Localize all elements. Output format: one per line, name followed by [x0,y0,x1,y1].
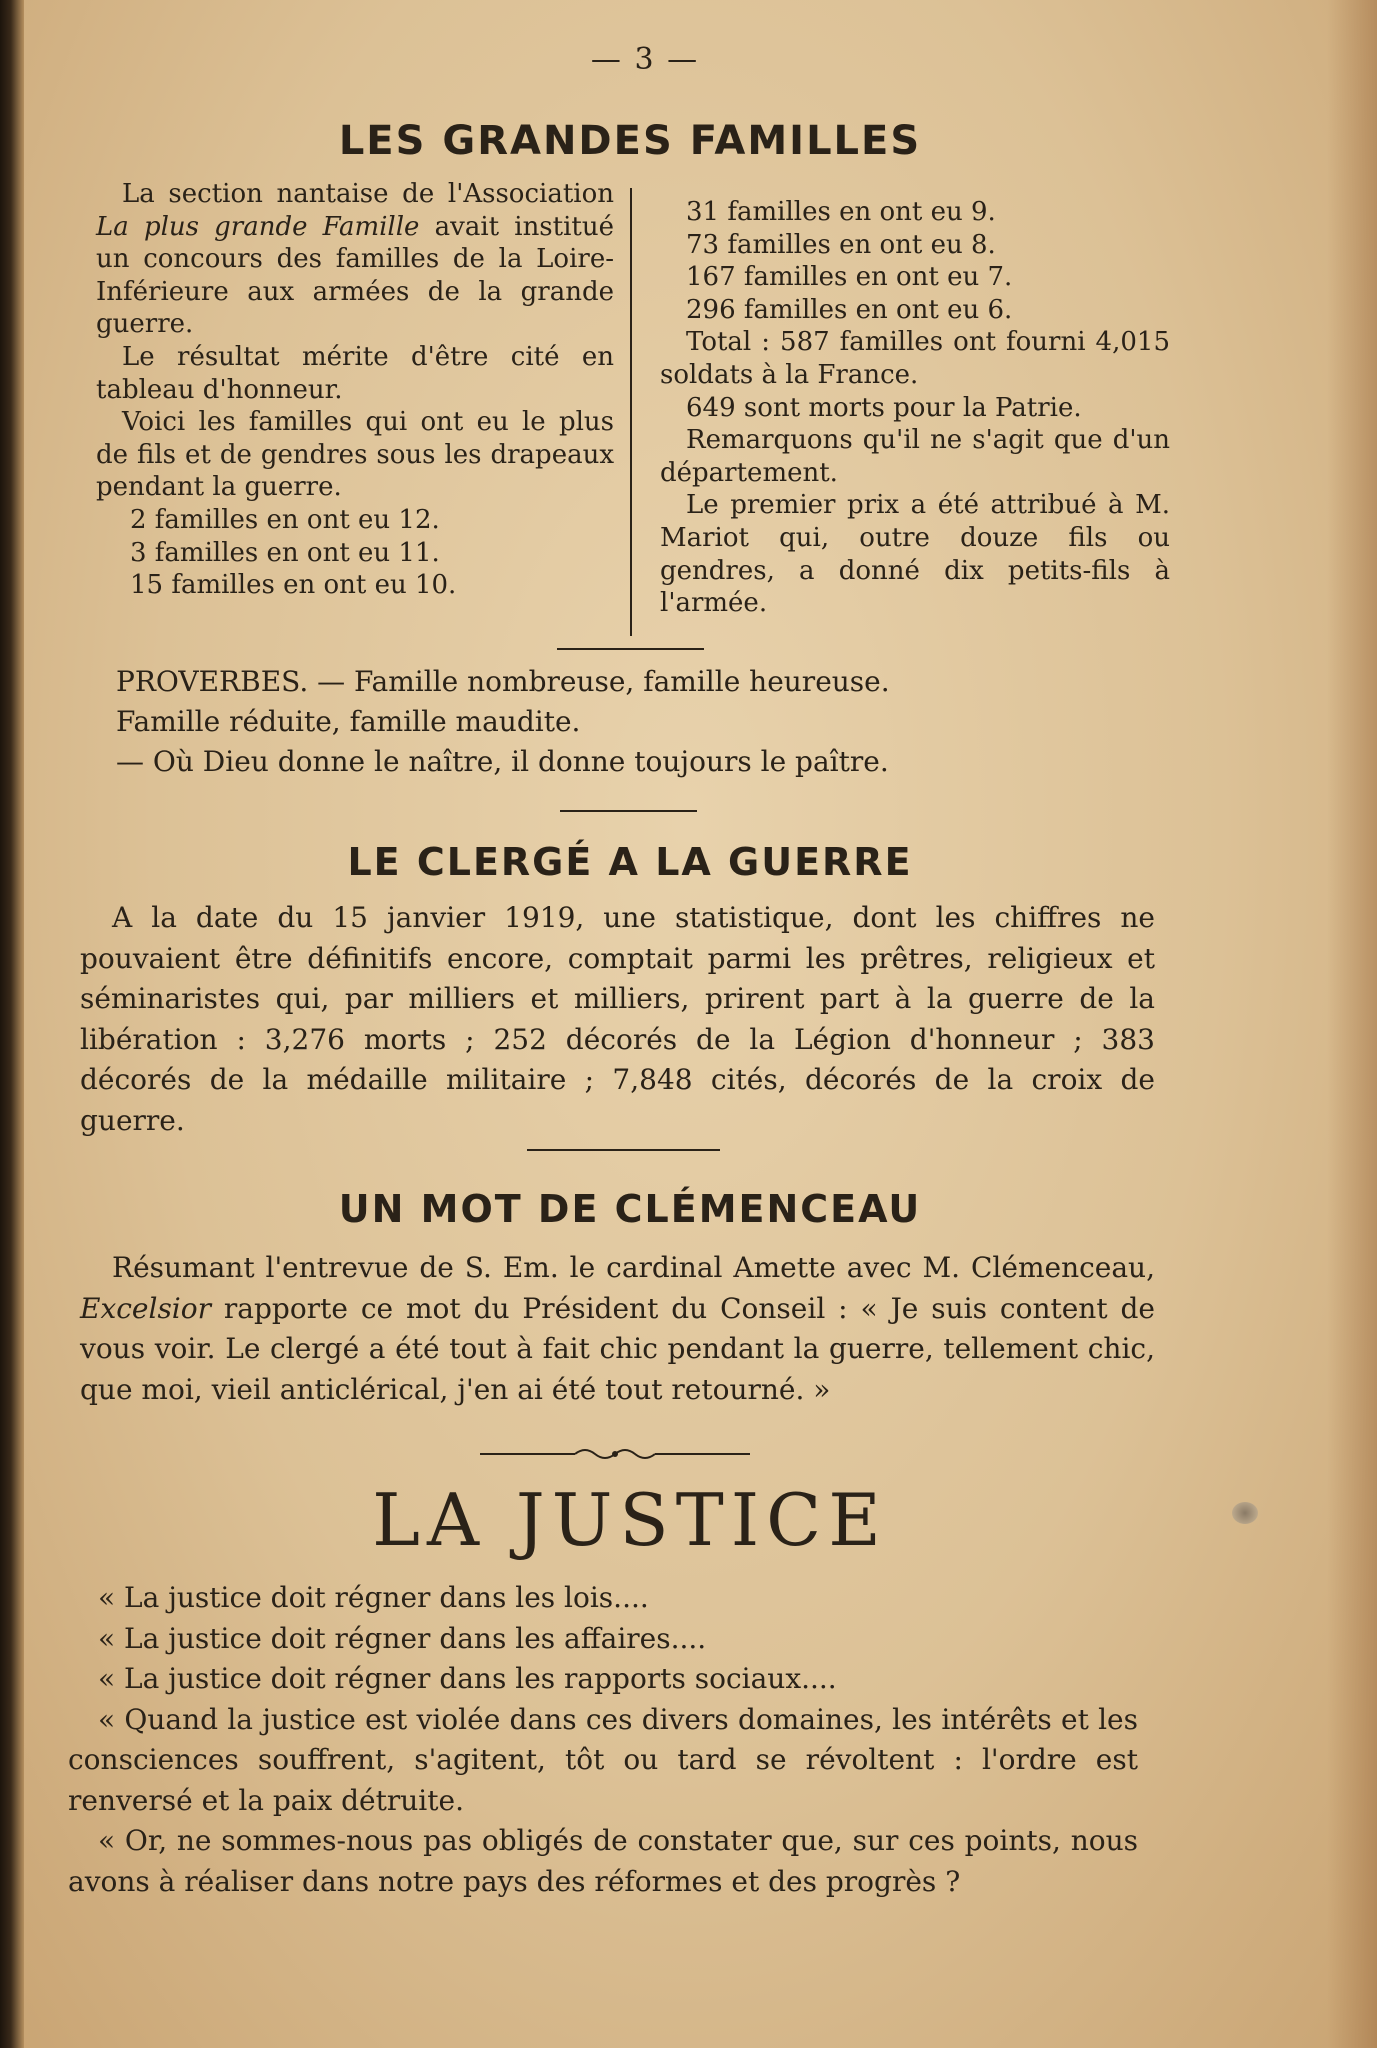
page-number: — 3 — [590,42,700,77]
proverbe-line: — Où Dieu donne le naître, il donne toujours le paître. [116,745,889,778]
familles-para-1: La section nantaise de l'Association La plus grande Famille avait institué un concours des familles de la Loire-Inférieure aux armées de la grande guerre. [96,179,614,340]
section-title-justice: LA JUSTICE [372,1478,888,1562]
section-title-grandes-familles: LES GRANDES FAMILLES [338,118,922,164]
section-divider [527,1149,720,1151]
familles-list-item: 3 familles en ont eu 11. [130,537,440,568]
justice-paragraph: « Or, ne sommes-nous pas obligés de constater que, sur ces points, nous avons à réaliser dans notre pays des réformes et des progrès ? [68,1824,1138,1898]
familles-para-3: Voici les familles qui ont eu le plus de fils et de gendres sous les drapeaux pendant la guerre. [96,407,614,503]
familles-morts: 649 sont morts pour la Patrie. [686,392,1082,423]
proverbe-line: PROVERBES. — Famille nombreuse, famille heureuse. [116,665,890,698]
section-title-clemenceau: UN MOT DE CLÉMENCEAU [338,1187,922,1231]
justice-line: « La justice doit régner dans les rapports sociaux.... [98,1662,837,1695]
familles-total: Total : 587 familles ont fourni 4,015 soldats à la France. [660,327,1170,390]
familles-right-column [660,196,1170,620]
familles-list-item: 2 familles en ont eu 12. [130,504,440,535]
proverbes-block [116,662,1016,782]
familles-prix: Le premier prix a été attribué à M. Mariot qui, outre douze fils ou gendres, a donné dix petits-fils à l'armée. [660,490,1170,619]
familles-remarque: Remarquons qu'il ne s'agit que d'un département. [660,425,1170,488]
familles-list-item: 31 familles en ont eu 9. [686,197,996,227]
justice-line: « La justice doit régner dans les affaires.... [98,1621,707,1655]
section-title-clerge: LE CLERGÉ A LA GUERRE [347,840,913,884]
section-divider [560,810,697,812]
justice-paragraph: « Quand la justice est violée dans ces divers domaines, les intérêts et les consciences souffrent, s'agitent, tôt ou tard se révoltent : l'ordre est renversé et la paix détruite. [68,1702,1138,1817]
familles-list-item: 167 familles en ont eu 7. [686,262,1013,293]
familles-list-item: 296 familles en ont eu 6. [686,294,1013,325]
clerge-text [80,898,1155,1141]
fleuron-ornament [480,1442,750,1466]
clemenceau-text [80,1248,1155,1410]
clerge-paragraph: A la date du 15 janvier 1919, une statistique, dont les chiffres ne pouvaient être définitifs encore, comptait parmi les prêtres, religieux et séminaristes qui, par milliers et milliers, prirent part à la guerre de la libération : 3,276 morts ; 252 décorés de la Légion d'honneur ; 383 décorés de la médaille militaire ; 7,848 cités, décorés de la croix de guerre. [80,901,1155,1137]
justice-text [68,1578,1138,1902]
familles-list-item: 73 familles en ont eu 8. [686,229,996,260]
column-divider [630,188,632,636]
familles-left-column [96,178,614,602]
familles-para-2: Le résultat mérite d'être cité en tableau d'honneur. [96,341,614,405]
section-divider [557,648,704,650]
clemenceau-paragraph: Résumant l'entrevue de S. Em. le cardinal Amette avec M. Clémenceau, Excelsior rapporte ce mot du Président du Conseil : « Je suis content de vous voir. Le clergé a été tout à fait chic pendant la guerre, tellement chic, que moi, vieil anticlérical, j'en ai été tout retourné. » [80,1251,1155,1406]
familles-list-item: 15 familles en ont eu 10. [130,570,457,601]
justice-line: « La justice doit régner dans les lois.... [98,1581,649,1614]
proverbe-line: Famille réduite, famille maudite. [116,705,581,738]
paper-stain [1232,1502,1258,1524]
